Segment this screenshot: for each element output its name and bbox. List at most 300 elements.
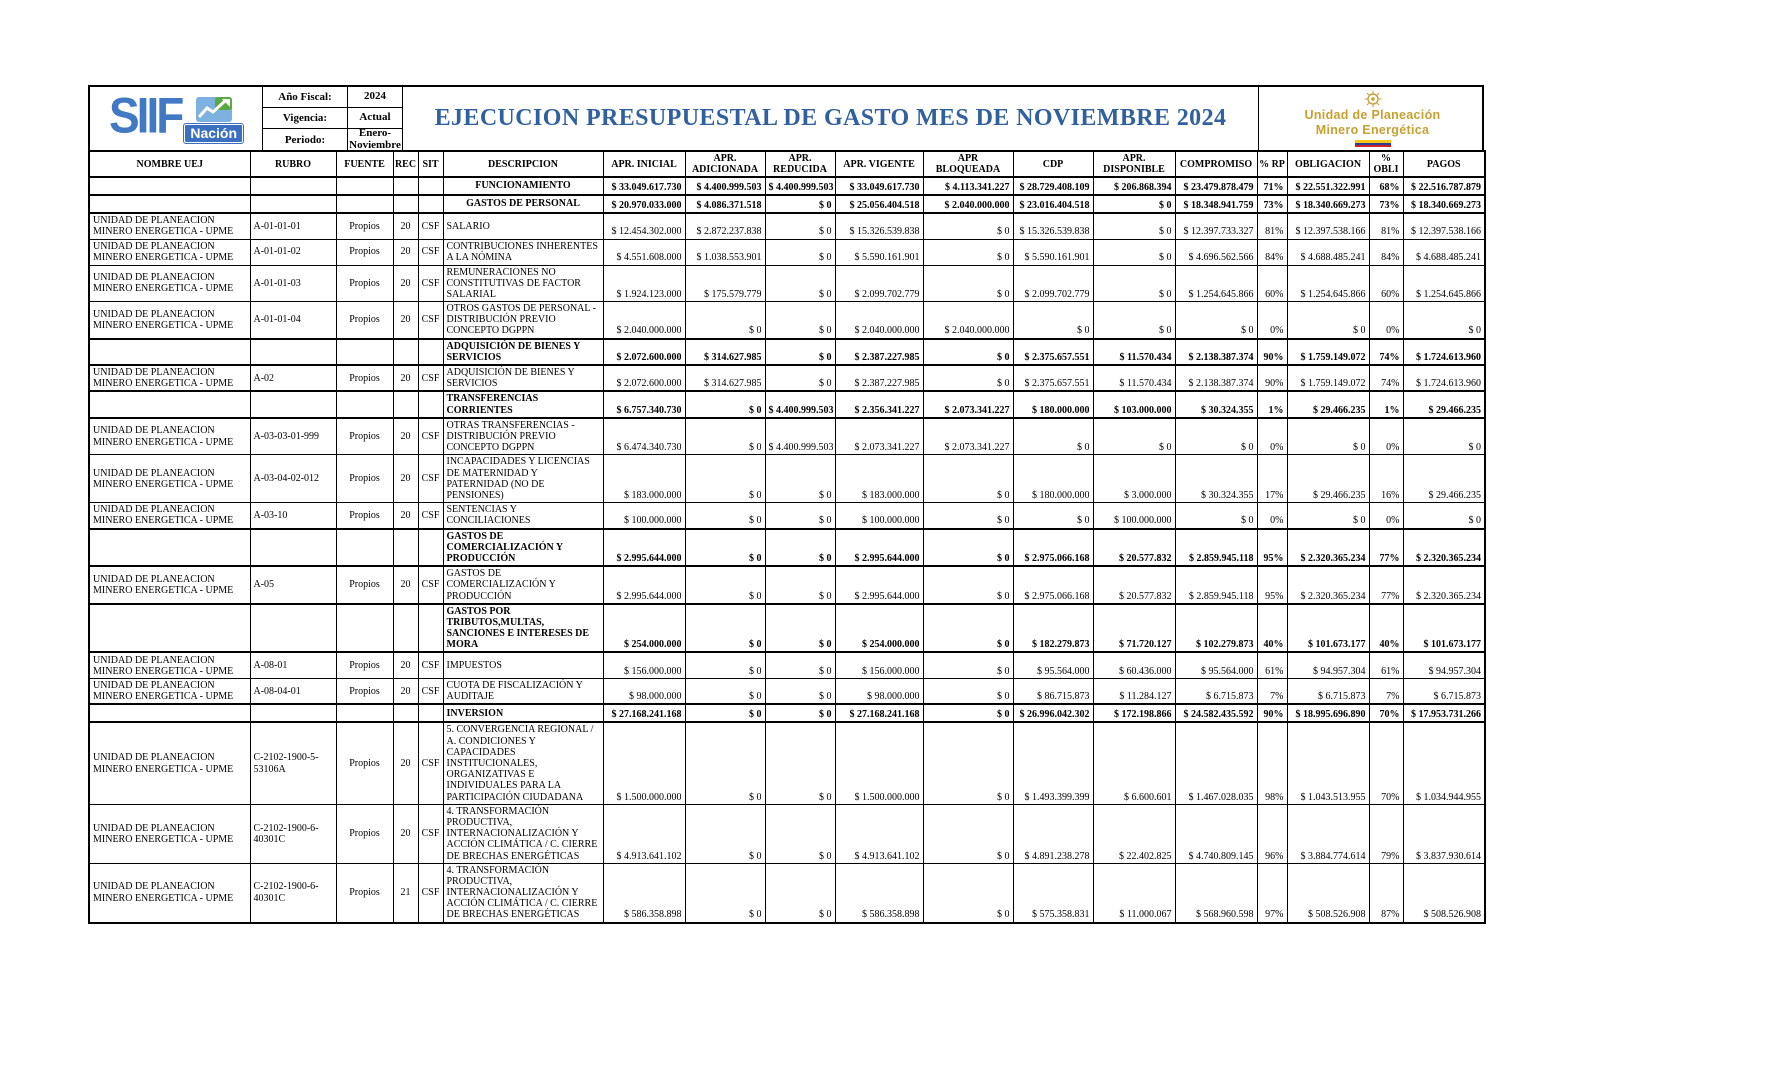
cell-apr-vigente: $ 2.099.702.779 [835, 265, 923, 302]
cell-rec [393, 704, 418, 722]
cell-obligacion: $ 1.759.149.072 [1287, 365, 1369, 391]
cell-apr-adicionada: $ 4.400.999.503 [685, 177, 765, 195]
cell-fuente: Propios [336, 265, 393, 302]
cell-pct-obli: 61% [1369, 652, 1403, 678]
cell-sit: CSF [418, 722, 443, 804]
cell-apr-reducida: $ 0 [765, 804, 835, 863]
cell-pagos: $ 2.320.365.234 [1403, 566, 1485, 604]
cell-apr-reducida: $ 4.400.999.503 [765, 418, 835, 455]
cell-rubro: A-03-03-01-999 [250, 418, 336, 455]
cell-apr-adicionada: $ 0 [685, 863, 765, 922]
cell-pagos: $ 1.034.944.955 [1403, 722, 1485, 804]
siif-logo [90, 87, 263, 150]
cell-pct-rp: 40% [1257, 604, 1287, 653]
cell-fuente [336, 177, 393, 195]
cell-compromiso: $ 0 [1175, 503, 1257, 529]
report-sheet [88, 85, 1484, 924]
cell-desc: ADQUISICIÓN DE BIENES Y SERVICIOS [443, 339, 603, 365]
cell-pct-obli: 40% [1369, 604, 1403, 653]
cell-apr-disponible: $ 22.402.825 [1093, 804, 1175, 863]
table-row [89, 339, 1485, 365]
cell-apr-disponible: $ 206.868.394 [1093, 177, 1175, 195]
cell-pct-obli: 84% [1369, 239, 1403, 265]
cell-apr-adicionada: $ 314.627.985 [685, 365, 765, 391]
cell-pct-rp: 95% [1257, 566, 1287, 604]
cell-compromiso: $ 2.138.387.374 [1175, 339, 1257, 365]
cell-apr-bloqueada: $ 0 [923, 239, 1013, 265]
cell-cdp: $ 2.975.066.168 [1013, 529, 1093, 567]
cell-rec: 21 [393, 863, 418, 922]
cell-rec [393, 339, 418, 365]
cell-sit [418, 391, 443, 417]
cell-sit: CSF [418, 455, 443, 503]
cell-sit: CSF [418, 265, 443, 302]
cell-rec [393, 529, 418, 567]
cell-rubro [250, 177, 336, 195]
cell-apr-adicionada: $ 0 [685, 566, 765, 604]
table-row [89, 503, 1485, 529]
cell-rec: 20 [393, 213, 418, 239]
cell-desc: SALARIO [443, 213, 603, 239]
cell-uej [89, 604, 250, 653]
cell-apr-inicial: $ 2.072.600.000 [603, 365, 685, 391]
cell-sit: CSF [418, 365, 443, 391]
cell-apr-vigente: $ 2.387.227.985 [835, 365, 923, 391]
cell-desc: CUOTA DE FISCALIZACIÓN Y AUDITAJE [443, 678, 603, 704]
cell-rec: 20 [393, 365, 418, 391]
cell-obligacion: $ 29.466.235 [1287, 391, 1369, 417]
cell-apr-inicial: $ 4.913.641.102 [603, 804, 685, 863]
cell-pct-rp: 84% [1257, 239, 1287, 265]
cell-rubro [250, 604, 336, 653]
cell-apr-vigente: $ 33.049.617.730 [835, 177, 923, 195]
cell-apr-vigente: $ 2.356.341.227 [835, 391, 923, 417]
cell-cdp: $ 1.493.399.399 [1013, 722, 1093, 804]
cell-rubro: A-03-04-02-012 [250, 455, 336, 503]
cell-apr-vigente: $ 2.387.227.985 [835, 339, 923, 365]
cell-apr-disponible: $ 0 [1093, 213, 1175, 239]
cell-cdp: $ 0 [1013, 418, 1093, 455]
cell-apr-reducida: $ 0 [765, 339, 835, 365]
cell-apr-bloqueada: $ 4.113.341.227 [923, 177, 1013, 195]
cell-fuente [336, 195, 393, 213]
siif-chart-icon [195, 96, 233, 123]
cell-obligacion: $ 18.995.696.890 [1287, 704, 1369, 722]
table-row [89, 566, 1485, 604]
column-header-obligacion: OBLIGACION [1287, 151, 1369, 177]
cell-apr-disponible: $ 0 [1093, 239, 1175, 265]
cell-pct-rp: 98% [1257, 722, 1287, 804]
table-row [89, 529, 1485, 567]
cell-rec: 20 [393, 455, 418, 503]
cell-uej: UNIDAD DE PLANEACION MINERO ENERGETICA - UPME [89, 302, 250, 339]
cell-pct-rp: 90% [1257, 704, 1287, 722]
cell-uej: UNIDAD DE PLANEACION MINERO ENERGETICA - UPME [89, 239, 250, 265]
cell-apr-disponible: $ 3.000.000 [1093, 455, 1175, 503]
cell-cdp: $ 26.996.042.302 [1013, 704, 1093, 722]
cell-cdp: $ 2.375.657.551 [1013, 365, 1093, 391]
cell-apr-bloqueada: $ 0 [923, 339, 1013, 365]
cell-pagos: $ 18.340.669.273 [1403, 195, 1485, 213]
cell-cdp: $ 2.099.702.779 [1013, 265, 1093, 302]
cell-obligacion: $ 3.884.774.614 [1287, 804, 1369, 863]
cell-desc: OTROS GASTOS DE PERSONAL - DISTRIBUCIÓN PREVIO CONCEPTO DGPPN [443, 302, 603, 339]
cell-obligacion: $ 101.673.177 [1287, 604, 1369, 653]
cell-obligacion: $ 29.466.235 [1287, 455, 1369, 503]
cell-pct-rp: 17% [1257, 455, 1287, 503]
cell-pct-obli: 87% [1369, 863, 1403, 922]
cell-compromiso: $ 102.279.873 [1175, 604, 1257, 653]
cell-pagos: $ 22.516.787.879 [1403, 177, 1485, 195]
cell-pct-rp: 0% [1257, 302, 1287, 339]
column-header-row [89, 151, 1485, 177]
cell-rec: 20 [393, 239, 418, 265]
cell-obligacion: $ 18.340.669.273 [1287, 195, 1369, 213]
cell-pct-obli: 77% [1369, 566, 1403, 604]
cell-apr-reducida: $ 4.400.999.503 [765, 391, 835, 417]
cell-sit [418, 339, 443, 365]
column-header-rec: REC [393, 151, 418, 177]
cell-apr-reducida: $ 0 [765, 604, 835, 653]
cell-pagos: $ 4.688.485.241 [1403, 239, 1485, 265]
column-header-sit: SIT [418, 151, 443, 177]
cell-apr-bloqueada: $ 2.073.341.227 [923, 418, 1013, 455]
cell-obligacion: $ 2.320.365.234 [1287, 566, 1369, 604]
column-header-descripcion: DESCRIPCION [443, 151, 603, 177]
cell-uej [89, 704, 250, 722]
cell-rubro: A-02 [250, 365, 336, 391]
cell-apr-inicial: $ 254.000.000 [603, 604, 685, 653]
cell-fuente: Propios [336, 239, 393, 265]
column-header-apr-inicial: APR. INICIAL [603, 151, 685, 177]
cell-sit [418, 529, 443, 567]
cell-apr-vigente: $ 27.168.241.168 [835, 704, 923, 722]
org-name-line2: Minero Energética [1315, 123, 1430, 137]
cell-pct-obli: 74% [1369, 365, 1403, 391]
column-header-compromiso: COMPROMISO [1175, 151, 1257, 177]
cell-pagos: $ 1.724.613.960 [1403, 365, 1485, 391]
upme-logo [1259, 87, 1486, 150]
column-header-apr-reducida: APR. REDUCIDA [765, 151, 835, 177]
cell-apr-vigente: $ 1.500.000.000 [835, 722, 923, 804]
meta-value-ano-fiscal: 2024 [348, 87, 403, 108]
cell-apr-vigente: $ 100.000.000 [835, 503, 923, 529]
cell-obligacion: $ 6.715.873 [1287, 678, 1369, 704]
colombia-flag-bar [1355, 140, 1391, 147]
org-name-line1: Unidad de Planeación [1304, 108, 1441, 123]
cell-apr-disponible: $ 11.570.434 [1093, 365, 1175, 391]
cell-apr-vigente: $ 586.358.898 [835, 863, 923, 922]
cell-rubro: A-03-10 [250, 503, 336, 529]
cell-pct-obli: 70% [1369, 722, 1403, 804]
cell-apr-bloqueada: $ 0 [923, 722, 1013, 804]
cell-cdp: $ 23.016.404.518 [1013, 195, 1093, 213]
cell-cdp: $ 15.326.539.838 [1013, 213, 1093, 239]
cell-apr-reducida: $ 0 [765, 503, 835, 529]
cell-sit: CSF [418, 302, 443, 339]
cell-pct-rp: 60% [1257, 265, 1287, 302]
page-title: EJECUCION PRESUPUESTAL DE GASTO MES DE NOVIEMBRE 2024 [434, 105, 1227, 131]
cell-sit [418, 604, 443, 653]
cell-fuente [336, 391, 393, 417]
cell-fuente [336, 339, 393, 365]
cell-cdp: $ 5.590.161.901 [1013, 239, 1093, 265]
cell-fuente: Propios [336, 804, 393, 863]
cell-apr-vigente: $ 98.000.000 [835, 678, 923, 704]
cell-obligacion: $ 0 [1287, 418, 1369, 455]
table-row [89, 265, 1485, 302]
cell-fuente: Propios [336, 863, 393, 922]
cell-apr-disponible: $ 20.577.832 [1093, 566, 1175, 604]
cell-pct-rp: 0% [1257, 418, 1287, 455]
cell-cdp: $ 2.975.066.168 [1013, 566, 1093, 604]
column-header-apr-disponible: APR. DISPONIBLE [1093, 151, 1175, 177]
cell-apr-reducida: $ 0 [765, 365, 835, 391]
cell-sit [418, 177, 443, 195]
cell-pct-obli: 70% [1369, 704, 1403, 722]
cell-sit: CSF [418, 804, 443, 863]
table-row [89, 177, 1485, 195]
cell-apr-adicionada: $ 175.579.779 [685, 265, 765, 302]
cell-cdp: $ 4.891.238.278 [1013, 804, 1093, 863]
cell-apr-adicionada: $ 0 [685, 391, 765, 417]
cell-pagos: $ 6.715.873 [1403, 678, 1485, 704]
cell-compromiso: $ 0 [1175, 302, 1257, 339]
cell-apr-adicionada: $ 0 [685, 418, 765, 455]
column-header-apr-vigente: APR. VIGENTE [835, 151, 923, 177]
cell-sit: CSF [418, 652, 443, 678]
cell-rec: 20 [393, 652, 418, 678]
report-header [88, 85, 1484, 150]
cell-pct-obli: 81% [1369, 213, 1403, 239]
cell-obligacion: $ 508.526.908 [1287, 863, 1369, 922]
cell-apr-vigente: $ 2.995.644.000 [835, 566, 923, 604]
cell-compromiso: $ 2.138.387.374 [1175, 365, 1257, 391]
meta-value-periodo: Enero-Noviembre [348, 129, 403, 150]
cell-pct-obli: 79% [1369, 804, 1403, 863]
meta-label-ano-fiscal: Año Fiscal: [263, 87, 348, 108]
cell-desc: 4. TRANSFORMACIÓN PRODUCTIVA, INTERNACIONALIZACIÓN Y ACCIÓN CLIMÁTICA / C. CIERRE DE BRECHAS ENERGÉTICAS [443, 863, 603, 922]
cell-obligacion: $ 0 [1287, 302, 1369, 339]
cell-uej: UNIDAD DE PLANEACION MINERO ENERGETICA - UPME [89, 863, 250, 922]
cell-apr-inicial: $ 156.000.000 [603, 652, 685, 678]
cell-pct-rp: 90% [1257, 365, 1287, 391]
column-header-apr-adicionada: APR. ADICIONADA [685, 151, 765, 177]
cell-compromiso: $ 2.859.945.118 [1175, 566, 1257, 604]
cell-rubro [250, 391, 336, 417]
cell-rec: 20 [393, 503, 418, 529]
table-row [89, 455, 1485, 503]
cell-rubro: C-2102-1900-6-40301C [250, 863, 336, 922]
cell-rubro: A-08-01 [250, 652, 336, 678]
cell-pagos: $ 0 [1403, 503, 1485, 529]
cell-uej: UNIDAD DE PLANEACION MINERO ENERGETICA - UPME [89, 566, 250, 604]
table-row [89, 804, 1485, 863]
cell-apr-inicial: $ 6.757.340.730 [603, 391, 685, 417]
cell-apr-disponible: $ 71.720.127 [1093, 604, 1175, 653]
cell-apr-vigente: $ 2.040.000.000 [835, 302, 923, 339]
cell-rubro: A-08-04-01 [250, 678, 336, 704]
cell-rec [393, 604, 418, 653]
cell-sit: CSF [418, 239, 443, 265]
cell-pct-rp: 96% [1257, 804, 1287, 863]
cell-apr-reducida: $ 0 [765, 195, 835, 213]
cell-apr-disponible: $ 0 [1093, 418, 1175, 455]
cell-rubro: C-2102-1900-6-40301C [250, 804, 336, 863]
cell-compromiso: $ 30.324.355 [1175, 455, 1257, 503]
cell-fuente: Propios [336, 503, 393, 529]
cell-compromiso: $ 95.564.000 [1175, 652, 1257, 678]
cell-apr-bloqueada: $ 2.040.000.000 [923, 302, 1013, 339]
cell-pct-obli: 74% [1369, 339, 1403, 365]
table-row [89, 722, 1485, 804]
cell-rec: 20 [393, 678, 418, 704]
cell-compromiso: $ 24.582.435.592 [1175, 704, 1257, 722]
cell-rubro [250, 529, 336, 567]
cell-desc: CONTRIBUCIONES INHERENTES A LA NÓMINA [443, 239, 603, 265]
cell-pagos: $ 0 [1403, 302, 1485, 339]
cell-apr-disponible: $ 11.284.127 [1093, 678, 1175, 704]
cell-apr-vigente: $ 183.000.000 [835, 455, 923, 503]
cell-desc: ADQUISICIÓN DE BIENES Y SERVICIOS [443, 365, 603, 391]
cell-apr-disponible: $ 103.000.000 [1093, 391, 1175, 417]
cell-apr-vigente: $ 15.326.539.838 [835, 213, 923, 239]
cell-compromiso: $ 6.715.873 [1175, 678, 1257, 704]
cell-fuente: Propios [336, 652, 393, 678]
cell-pct-obli: 60% [1369, 265, 1403, 302]
cell-pct-rp: 1% [1257, 391, 1287, 417]
column-header-pagos: PAGOS [1403, 151, 1485, 177]
cell-apr-inicial: $ 12.454.302.000 [603, 213, 685, 239]
cell-sit: CSF [418, 503, 443, 529]
cell-obligacion: $ 12.397.538.166 [1287, 213, 1369, 239]
cell-cdp: $ 86.715.873 [1013, 678, 1093, 704]
meta-value-vigencia: Actual [348, 108, 403, 129]
cell-uej: UNIDAD DE PLANEACION MINERO ENERGETICA - UPME [89, 265, 250, 302]
cell-apr-bloqueada: $ 0 [923, 455, 1013, 503]
cell-apr-bloqueada: $ 0 [923, 265, 1013, 302]
cell-pagos: $ 12.397.538.166 [1403, 213, 1485, 239]
cell-rec [393, 391, 418, 417]
cell-pct-obli: 1% [1369, 391, 1403, 417]
cell-apr-adicionada: $ 2.872.237.838 [685, 213, 765, 239]
cell-compromiso: $ 568.960.598 [1175, 863, 1257, 922]
budget-execution-table [88, 150, 1486, 924]
cell-apr-inicial: $ 6.474.340.730 [603, 418, 685, 455]
column-header-apr-bloqueada: APR BLOQUEADA [923, 151, 1013, 177]
cell-desc: GASTOS POR TRIBUTOS,MULTAS, SANCIONES E INTERESES DE MORA [443, 604, 603, 653]
cell-apr-inicial: $ 2.995.644.000 [603, 529, 685, 567]
cell-pct-rp: 7% [1257, 678, 1287, 704]
cell-obligacion: $ 2.320.365.234 [1287, 529, 1369, 567]
cell-apr-reducida: $ 0 [765, 265, 835, 302]
cell-rubro: A-01-01-04 [250, 302, 336, 339]
cell-pct-obli: 16% [1369, 455, 1403, 503]
cell-obligacion: $ 22.551.322.991 [1287, 177, 1369, 195]
cell-uej: UNIDAD DE PLANEACION MINERO ENERGETICA - UPME [89, 365, 250, 391]
cell-rubro: A-01-01-02 [250, 239, 336, 265]
cell-desc: GASTOS DE COMERCIALIZACIÓN Y PRODUCCIÓN [443, 529, 603, 567]
cell-apr-bloqueada: $ 0 [923, 604, 1013, 653]
cell-desc: REMUNERACIONES NO CONSTITUTIVAS DE FACTOR SALARIAL [443, 265, 603, 302]
cell-apr-reducida: $ 0 [765, 302, 835, 339]
cell-apr-bloqueada: $ 0 [923, 652, 1013, 678]
cell-pct-obli: 68% [1369, 177, 1403, 195]
cell-desc: GASTOS DE COMERCIALIZACIÓN Y PRODUCCIÓN [443, 566, 603, 604]
cell-compromiso: $ 23.479.878.479 [1175, 177, 1257, 195]
cell-compromiso: $ 30.324.355 [1175, 391, 1257, 417]
cell-fuente [336, 604, 393, 653]
cell-apr-inicial: $ 98.000.000 [603, 678, 685, 704]
cell-desc: GASTOS DE PERSONAL [443, 195, 603, 213]
cell-desc: 5. CONVERGENCIA REGIONAL / A. CONDICIONES Y CAPACIDADES INSTITUCIONALES, ORGANIZATIVAS E INDIVIDUALES PARA LA PARTICIPACIÓN CIUDADANA [443, 722, 603, 804]
cell-sit: CSF [418, 213, 443, 239]
cell-rec: 20 [393, 418, 418, 455]
cell-apr-bloqueada: $ 0 [923, 566, 1013, 604]
cell-desc: INVERSION [443, 704, 603, 722]
cell-uej: UNIDAD DE PLANEACION MINERO ENERGETICA - UPME [89, 503, 250, 529]
cell-desc: 4. TRANSFORMACIÓN PRODUCTIVA, INTERNACIONALIZACIÓN Y ACCIÓN CLIMÁTICA / C. CIERRE DE BRECHAS ENERGÉTICAS [443, 804, 603, 863]
cell-compromiso: $ 2.859.945.118 [1175, 529, 1257, 567]
cell-apr-bloqueada: $ 2.040.000.000 [923, 195, 1013, 213]
cell-apr-reducida: $ 0 [765, 652, 835, 678]
cell-apr-bloqueada: $ 2.073.341.227 [923, 391, 1013, 417]
cell-apr-adicionada: $ 0 [685, 804, 765, 863]
cell-pagos: $ 29.466.235 [1403, 391, 1485, 417]
cell-apr-disponible: $ 0 [1093, 265, 1175, 302]
cell-pagos: $ 1.254.645.866 [1403, 265, 1485, 302]
cell-apr-bloqueada: $ 0 [923, 213, 1013, 239]
cell-cdp: $ 575.358.831 [1013, 863, 1093, 922]
cell-compromiso: $ 4.696.562.566 [1175, 239, 1257, 265]
cell-uej: UNIDAD DE PLANEACION MINERO ENERGETICA - UPME [89, 418, 250, 455]
table-row [89, 652, 1485, 678]
cell-apr-vigente: $ 5.590.161.901 [835, 239, 923, 265]
meta-label-vigencia: Vigencia: [263, 108, 348, 129]
cell-fuente: Propios [336, 302, 393, 339]
cell-apr-bloqueada: $ 0 [923, 804, 1013, 863]
cell-fuente: Propios [336, 722, 393, 804]
cell-rec [393, 195, 418, 213]
cell-apr-vigente: $ 4.913.641.102 [835, 804, 923, 863]
cell-rubro [250, 339, 336, 365]
cell-pagos: $ 2.320.365.234 [1403, 529, 1485, 567]
cell-rubro: A-05 [250, 566, 336, 604]
cell-apr-adicionada: $ 0 [685, 604, 765, 653]
table-row [89, 302, 1485, 339]
cell-fuente: Propios [336, 678, 393, 704]
cell-uej: UNIDAD DE PLANEACION MINERO ENERGETICA - UPME [89, 652, 250, 678]
cell-cdp: $ 180.000.000 [1013, 455, 1093, 503]
cell-rubro: C-2102-1900-5-53106A [250, 722, 336, 804]
cell-apr-reducida: $ 0 [765, 213, 835, 239]
table-row [89, 604, 1485, 653]
cell-pct-rp: 73% [1257, 195, 1287, 213]
cell-apr-disponible: $ 60.436.000 [1093, 652, 1175, 678]
cell-fuente: Propios [336, 566, 393, 604]
table-row [89, 213, 1485, 239]
cell-apr-bloqueada: $ 0 [923, 365, 1013, 391]
cell-apr-adicionada: $ 0 [685, 678, 765, 704]
cell-apr-adicionada: $ 0 [685, 455, 765, 503]
column-header-rubro: RUBRO [250, 151, 336, 177]
cell-uej: UNIDAD DE PLANEACION MINERO ENERGETICA - UPME [89, 804, 250, 863]
cell-pct-rp: 95% [1257, 529, 1287, 567]
cell-pct-rp: 0% [1257, 503, 1287, 529]
cell-pct-obli: 77% [1369, 529, 1403, 567]
cell-uej: UNIDAD DE PLANEACION MINERO ENERGETICA - UPME [89, 213, 250, 239]
cell-pagos: $ 94.957.304 [1403, 652, 1485, 678]
